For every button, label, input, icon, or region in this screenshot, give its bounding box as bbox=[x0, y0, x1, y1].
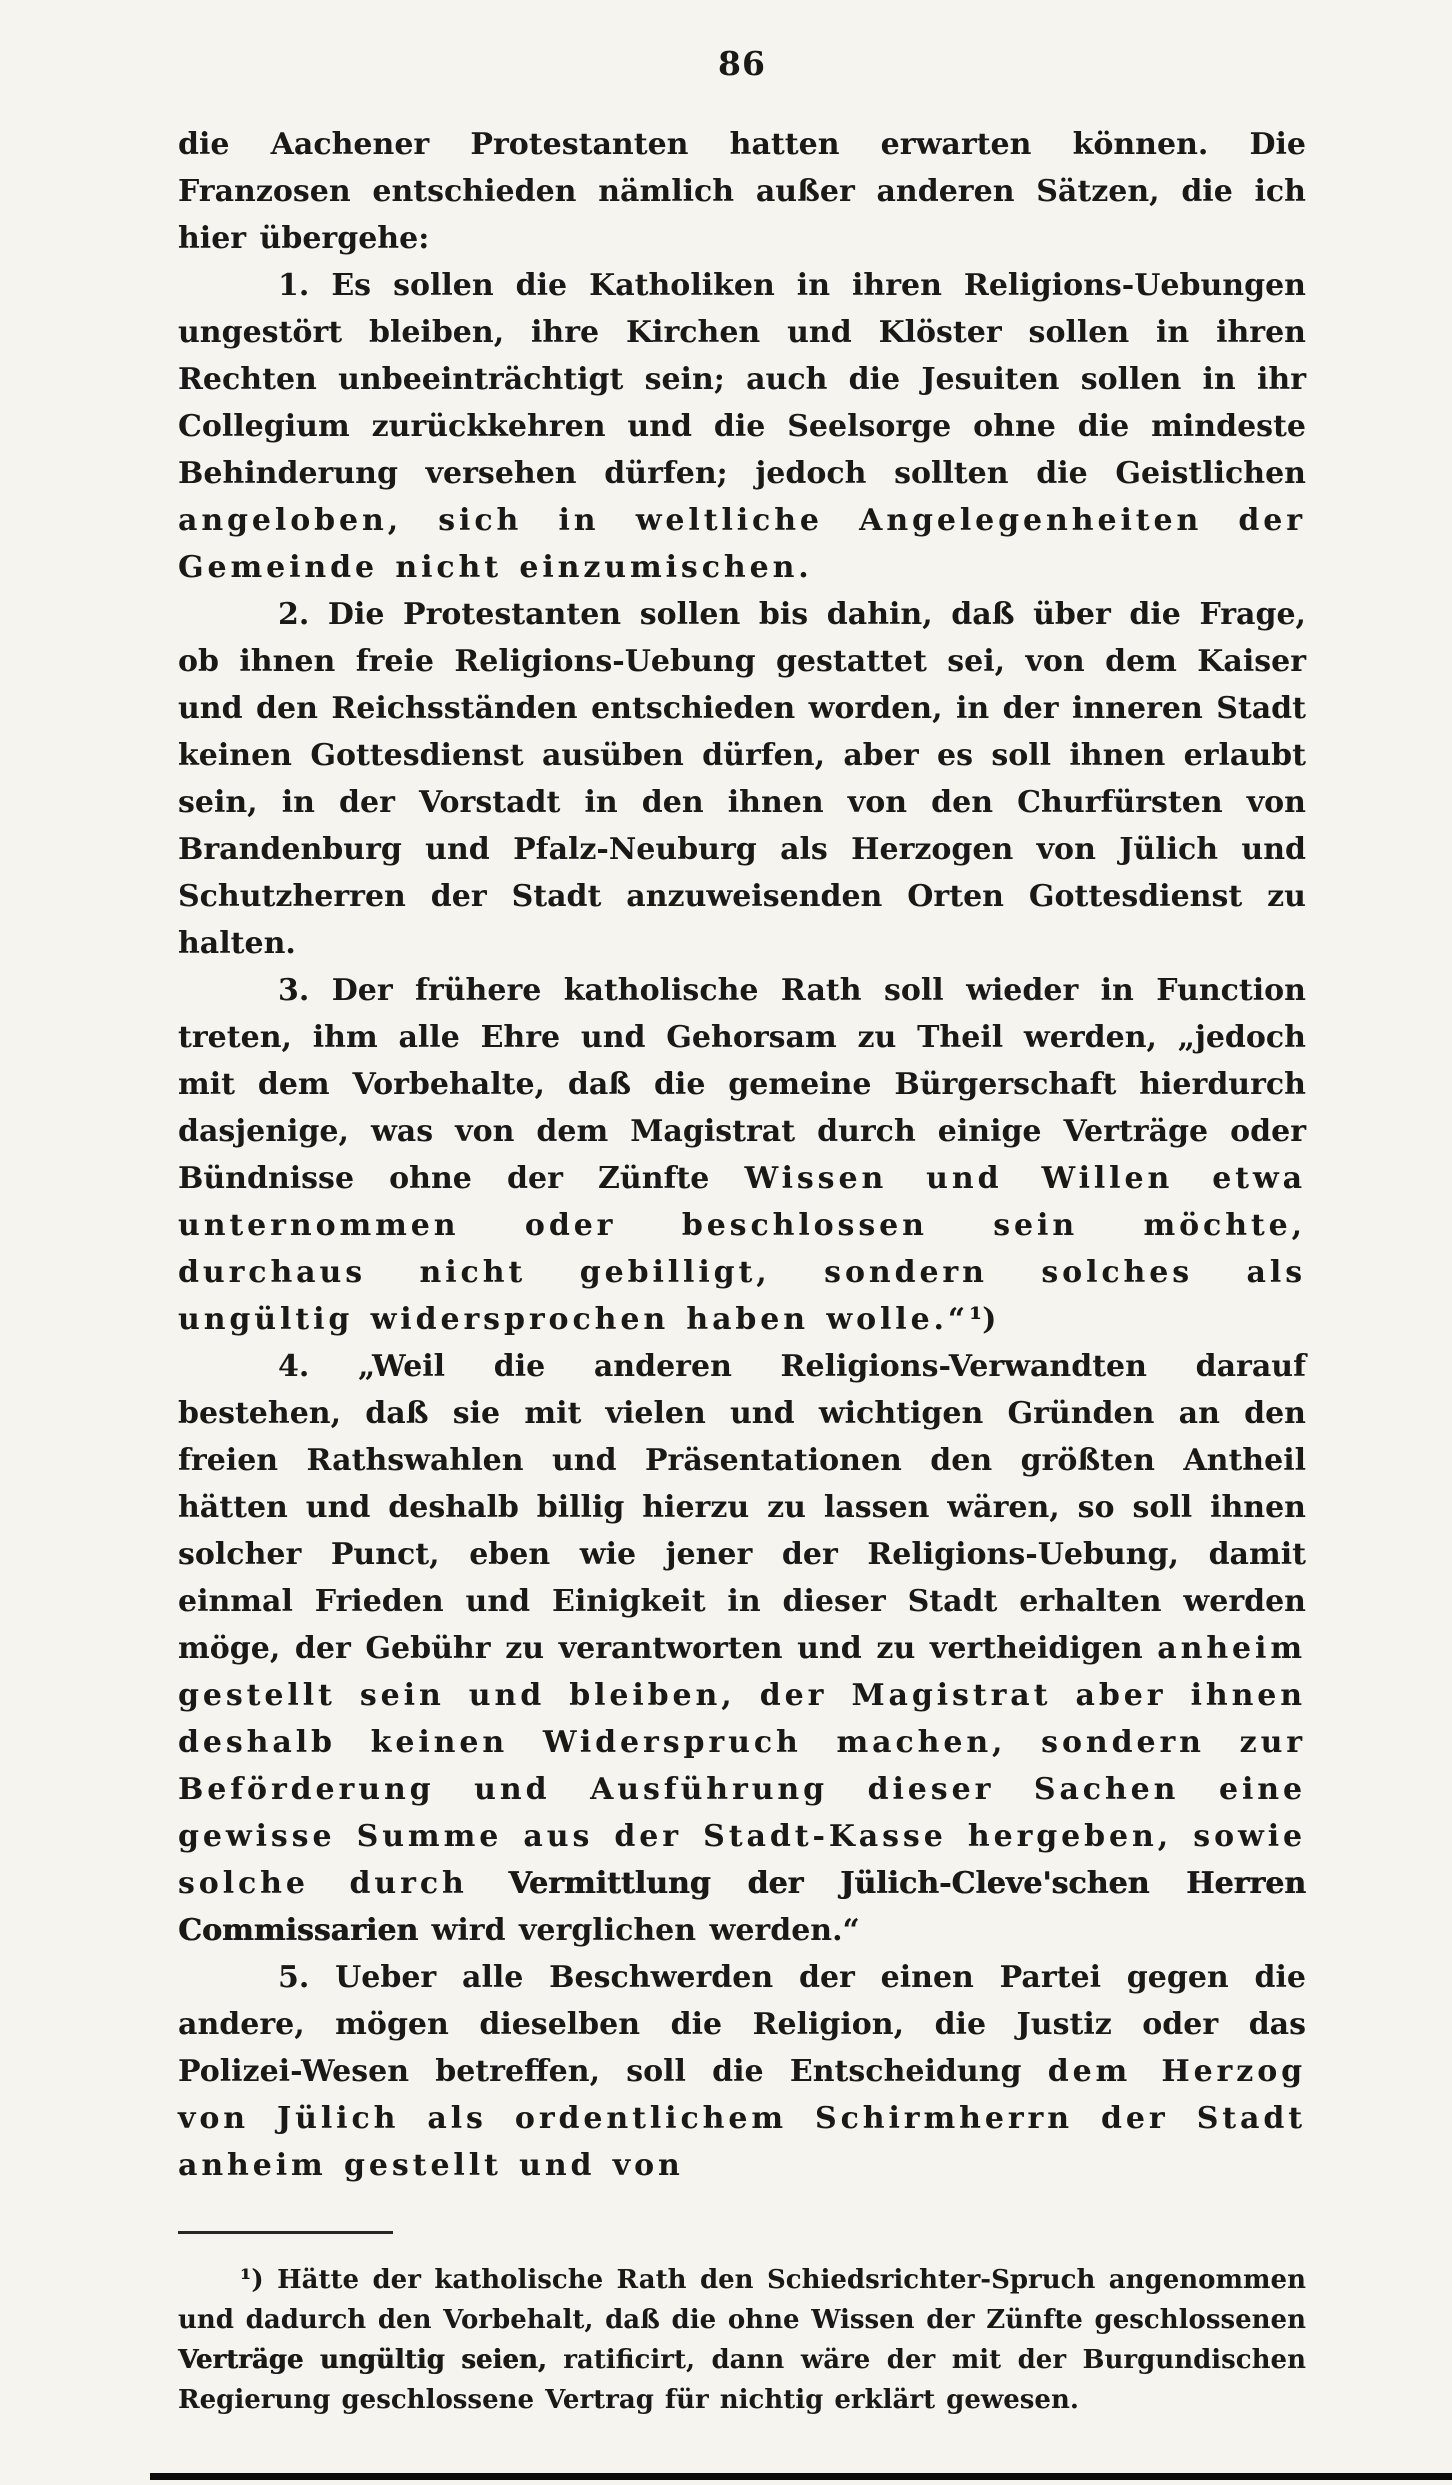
scan-artifact-bottom-edge bbox=[150, 2473, 1452, 2480]
text-segment: die Aachener Protestanten hatten erwarten können. Die Franzosen entschieden nämlich außer anderen Sätzen, die ich hier übergehe: bbox=[178, 127, 1306, 256]
text-segment: angeloben, sich in weltliche Angelegenheiten der Gemeinde nicht einzumischen. bbox=[178, 503, 1306, 585]
text-segment: 5. Ueber alle Beschwerden der einen Partei gegen die andere, mögen dieselben die Religion, die Justiz oder das Polizei-Wesen betreffen, soll die Entscheidung bbox=[178, 1960, 1306, 2089]
text-segment: anheim gestellt sein und bleiben, der Magistrat aber ihnen deshalb keinen Widerspruch machen, sondern zur Beförderung und Ausführung dieser Sachen eine gewisse Summe aus der Stadt-Kasse hergeben, sowie solche durch bbox=[178, 1631, 1306, 1901]
text-segment: wird verglichen werden.“ bbox=[431, 1913, 860, 1948]
text-segment: ratificirt, dann wäre der mit der Burgundischen Regierung geschlossene Vertrag für nichtig erklärt gewesen. bbox=[178, 2345, 1306, 2415]
paragraph bbox=[178, 121, 1306, 262]
text-segment: 2. Die Protestanten sollen bis dahin, daß über die Frage, ob ihnen freie Religions-Uebung gestattet sei, von dem Kaiser und den Reichsständen entschieden worden, in der inneren Stadt keinen Gottesdienst ausüben dürfen, aber es soll ihnen erlaubt sein, in der Vorstadt in den ihnen von den Churfürsten von Brandenburg und Pfalz-Neuburg als Herzogen von Jülich und Schutzherren der Stadt anzuweisenden Orten Gottesdienst zu halten. bbox=[178, 597, 1307, 961]
text-segment: dem Herzog von Jülich als ordentlichem Schirmherrn der Stadt anheim gestellt und von bbox=[178, 2054, 1306, 2183]
text-segment: ¹) bbox=[969, 1302, 997, 1337]
text-segment: 4. „Weil die anderen Religions-Verwandten darauf bestehen, daß sie mit vielen und wichtigen Gründen an den freien Rathswahlen und Präsentationen den größten Antheil hätten und deshalb billig hierzu zu lassen wären, so soll ihnen solcher Punct, eben wie jener der Religions-Uebung, damit einmal Frieden und Einigkeit in dieser Stadt erhalten werden möge, der Gebühr zu verantworten und zu vertheidigen bbox=[178, 1349, 1306, 1666]
footnote bbox=[178, 2260, 1306, 2420]
text-segment: Vermittlung der Jülich-Cleve'schen Herren Commissarien bbox=[178, 1866, 1306, 1948]
footnote-paragraph bbox=[178, 2260, 1306, 2420]
text-segment: ¹) Hätte der katholische Rath den Schiedsrichter-Spruch angenommen und dadurch den Vorbehalt, daß die ohne Wissen der Zünfte geschlossenen bbox=[178, 2265, 1306, 2335]
paragraph bbox=[178, 1954, 1306, 2189]
footnote-separator bbox=[178, 2231, 393, 2234]
text-segment: 1. Es sollen die Katholiken in ihren Religions-Uebungen ungestört bleiben, ihre Kirchen und Klöster sollen in ihren Rechten unbeeinträchtigt sein; auch die Jesuiten sollen in ihr Collegium zurückkehren und die Seelsorge ohne die mindeste Behinderung versehen dürfen; jedoch sollten die Geistlichen bbox=[178, 268, 1306, 491]
paragraph bbox=[178, 262, 1306, 591]
paragraph bbox=[178, 591, 1306, 967]
text-segment: Wissen und Willen etwa unternommen oder beschlossen sein möchte, durchaus nicht gebilligt, sondern solches als ungültig widersprochen haben wolle.“ bbox=[178, 1161, 1306, 1337]
page-number: 86 bbox=[718, 44, 766, 83]
paragraph bbox=[178, 967, 1306, 1343]
text-segment: Verträge ungültig seien, bbox=[178, 2345, 564, 2375]
text-segment: 3. Der frühere katholische Rath soll wieder in Function treten, ihm alle Ehre und Gehorsam zu Theil werden, „jedoch mit dem Vorbehalte, daß die gemeine Bürgerschaft hierdurch dasjenige, was von dem Magistrat durch einige Verträge oder Bündnisse ohne der Zünfte bbox=[178, 973, 1306, 1196]
paragraph bbox=[178, 1343, 1306, 1954]
body-text bbox=[178, 121, 1306, 2189]
